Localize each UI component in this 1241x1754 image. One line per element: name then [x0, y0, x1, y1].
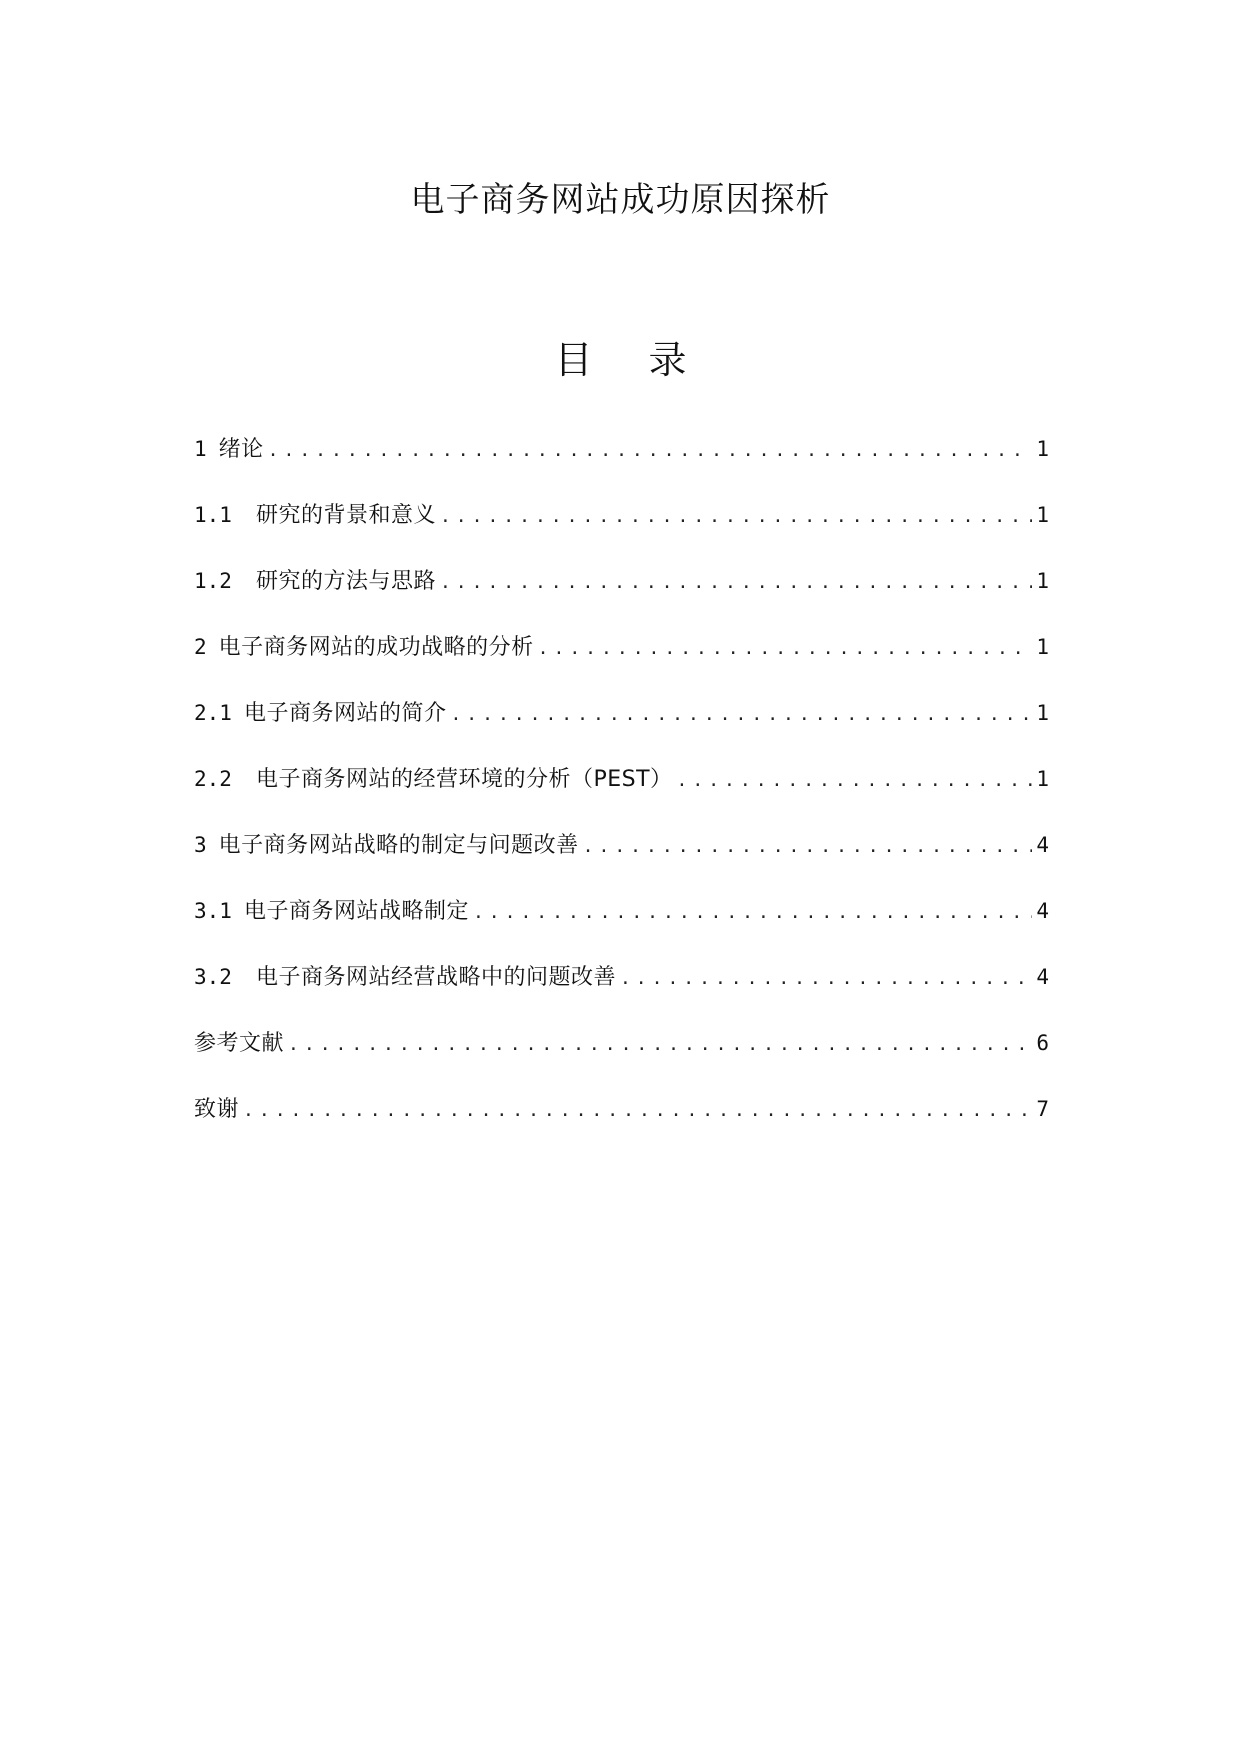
toc-entry-page: 1: [1036, 767, 1049, 791]
toc-entry-number: 3.1: [194, 899, 232, 923]
toc-entry-2-1[interactable]: [194, 698, 1049, 764]
toc-entry-title: 研究的方法与思路: [255, 569, 436, 594]
toc-entry-page: 4: [1036, 899, 1049, 923]
toc-entry-references[interactable]: [194, 1028, 1049, 1094]
toc-entry-title: 电子商务网站的成功战略的分析: [218, 635, 534, 660]
toc-dot-leader: [288, 1030, 1032, 1060]
toc-entry-title: 电子商务网站战略的制定与问题改善: [218, 833, 579, 858]
toc-entry-3-2[interactable]: [194, 962, 1049, 1028]
document-title: 电子商务网站成功原因探析: [410, 180, 831, 220]
toc-dot-leader: [538, 634, 1033, 664]
toc-entry-acknowledgements[interactable]: [194, 1094, 1049, 1160]
toc-entry-page: 1: [1036, 437, 1049, 461]
toc-entry-page: 1: [1036, 635, 1049, 659]
toc-dot-leader: [583, 832, 1033, 862]
toc-dot-leader: [620, 964, 1032, 994]
toc-entry-title: 研究的背景和意义: [255, 503, 436, 528]
toc-entry-number: 1.2: [194, 569, 232, 593]
toc-entry-page: 1: [1036, 701, 1049, 725]
toc-dot-leader: [440, 568, 1032, 598]
toc-entry-page: 7: [1036, 1097, 1049, 1121]
toc-dot-leader: [243, 1096, 1032, 1126]
toc-entry-title: 电子商务网站的简介: [243, 701, 447, 726]
toc-entry-2[interactable]: [194, 632, 1049, 698]
toc-entry-number: 2.1: [194, 701, 232, 725]
toc-entry-page: 4: [1036, 833, 1049, 857]
toc-dot-leader: [473, 898, 1032, 928]
toc-entry-page: 1: [1036, 503, 1049, 527]
toc-heading: 目 录: [554, 338, 709, 382]
toc-entry-page: 4: [1036, 965, 1049, 989]
toc-entry-number: 2: [194, 635, 207, 659]
toc-dot-leader: [268, 436, 1033, 466]
toc-dot-leader: [450, 700, 1032, 730]
toc-entry-number: 3: [194, 833, 207, 857]
toc-entry-title: 参考文献: [194, 1031, 285, 1056]
toc-entry-1[interactable]: [194, 434, 1049, 500]
toc-entry-page: 6: [1036, 1031, 1049, 1055]
toc-entry-page: 1: [1036, 569, 1049, 593]
toc-entry-2-2[interactable]: [194, 764, 1049, 830]
toc-dot-leader: [677, 766, 1033, 796]
toc-dot-leader: [440, 502, 1032, 532]
toc-entry-title: 绪论: [218, 437, 264, 462]
toc-entry-number: 1.1: [194, 503, 232, 527]
toc-entry-title: 电子商务网站经营战略中的问题改善: [255, 965, 616, 990]
toc-entry-title: 致谢: [194, 1097, 240, 1122]
toc-entry-number: 2.2: [194, 767, 232, 791]
toc-entry-number: 1: [194, 437, 207, 461]
toc-entry-title: 电子商务网站的经营环境的分析（PEST）: [255, 767, 673, 792]
toc-entry-title: 电子商务网站战略制定: [243, 899, 469, 924]
toc-entry-3[interactable]: [194, 830, 1049, 896]
table-of-contents: [194, 434, 1049, 1160]
toc-entry-1-2[interactable]: [194, 566, 1049, 632]
toc-entry-1-1[interactable]: [194, 500, 1049, 566]
toc-entry-number: 3.2: [194, 965, 232, 989]
toc-entry-3-1[interactable]: [194, 896, 1049, 962]
